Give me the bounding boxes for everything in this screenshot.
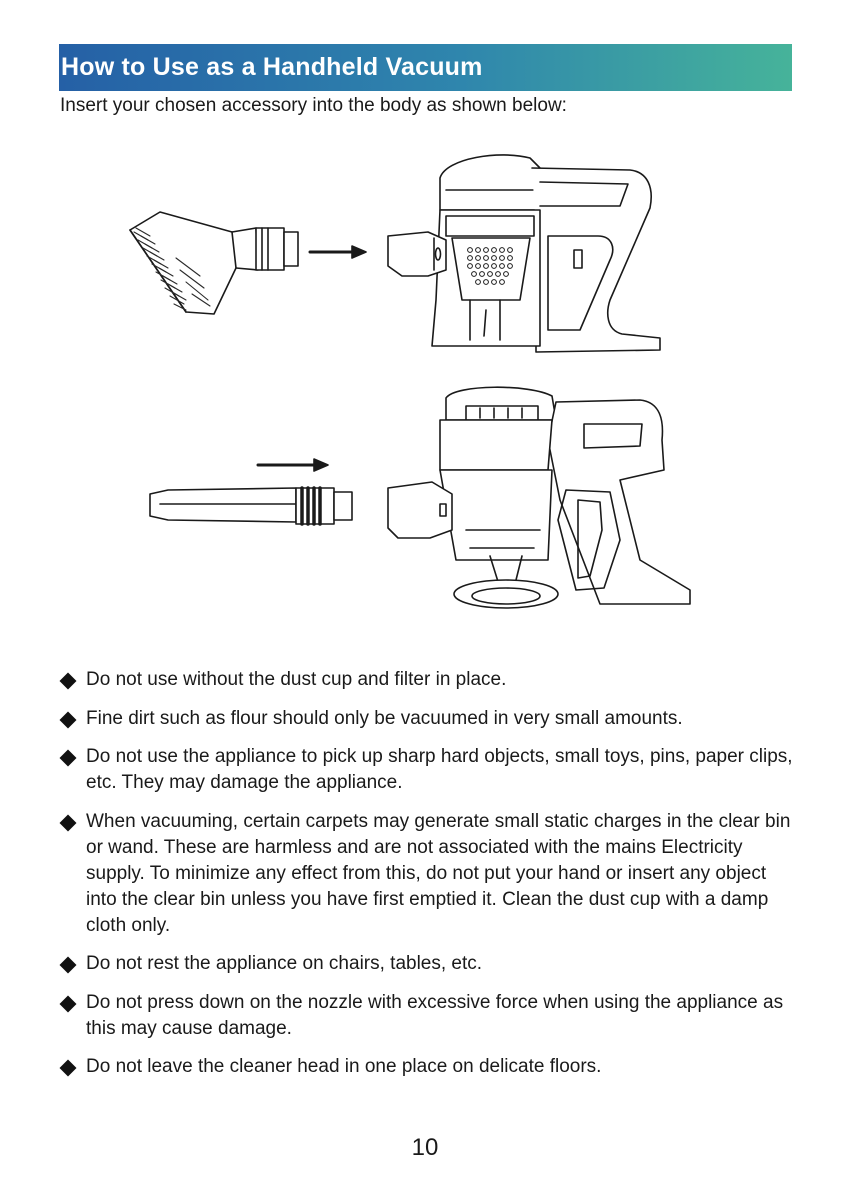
diamond-bullet-icon bbox=[60, 957, 77, 974]
diamond-bullet-icon bbox=[60, 750, 77, 767]
diamond-bullet-icon bbox=[60, 995, 77, 1012]
diamond-bullet-icon bbox=[60, 711, 77, 728]
diamond-bullet-icon bbox=[60, 814, 77, 831]
brush-attachment-icon bbox=[130, 212, 298, 314]
intro-text: Insert your chosen accessory into the body as shown below: bbox=[60, 95, 567, 116]
list-item: Do not use without the dust cup and filter in place. bbox=[60, 667, 800, 693]
diamond-bullet-icon bbox=[60, 673, 77, 690]
list-item: Do not rest the appliance on chairs, tables, etc. bbox=[60, 951, 800, 977]
crevice-tool-icon bbox=[150, 488, 352, 524]
list-item: Fine dirt such as flour should only be vacuumed in very small amounts. bbox=[60, 706, 800, 732]
list-item: Do not leave the cleaner head in one place on delicate floors. bbox=[60, 1054, 800, 1080]
list-item: Do not press down on the nozzle with excessive force when using the appliance as this may cause damage. bbox=[60, 990, 800, 1042]
page-title: How to Use as a Handheld Vacuum bbox=[61, 53, 483, 81]
page-number: 10 bbox=[411, 1134, 439, 1161]
vacuum-body-icon bbox=[388, 387, 690, 608]
vacuum-body-icon bbox=[388, 155, 660, 352]
safety-bullet-list bbox=[60, 667, 800, 1093]
list-item: Do not use the appliance to pick up sharp hard objects, small toys, pins, paper clips, etc. They may damage the appliance. bbox=[60, 744, 800, 796]
list-item: When vacuuming, certain carpets may generate small static charges in the clear bin or wand. These are harmless and are not associated with the mains Electricity supply. To minimize any effect from this, do not put your hand or insert any object into the clear bin unless you have first emptied it. Clean the dust cup with a damp cloth only. bbox=[60, 809, 800, 939]
diamond-bullet-icon bbox=[60, 1060, 77, 1077]
